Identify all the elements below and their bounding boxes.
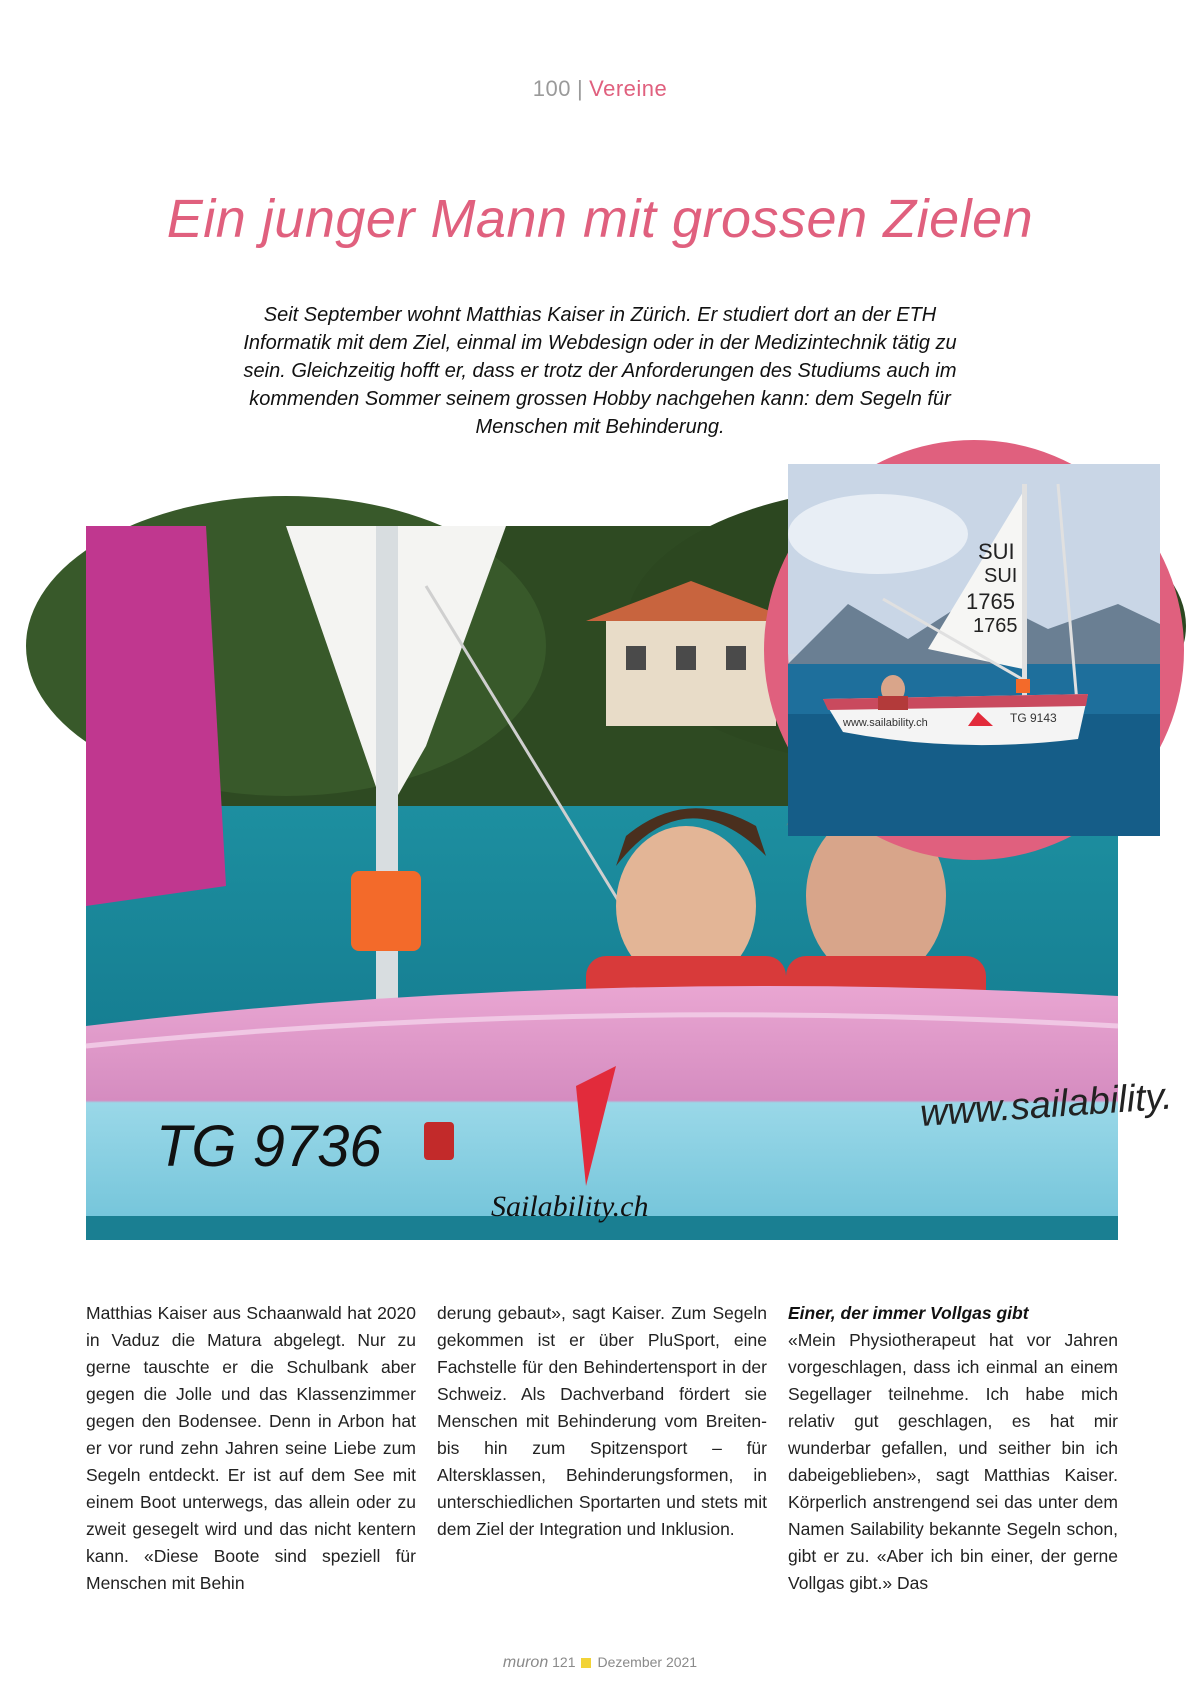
circle-photo (764, 440, 1184, 860)
magazine-name: muron (502, 1654, 549, 1671)
column-3-heading: Einer, der immer Vollgas gibt (788, 1303, 1029, 1323)
issue-date: Dezember 2021 (597, 1654, 698, 1670)
article-body (86, 1300, 1118, 1600)
header-separator: | (576, 76, 584, 101)
column-1-text: Matthias Kaiser aus Schaanwald hat 2020 in Vaduz die Matura abgelegt. Nur zu gerne tauschte er die Schulbank aber gegen die Jolle und das Klassenzimmer gegen den Bodensee. Denn in Arbon hat er vor rund zehn Jahren seine Liebe zum Segeln entdeckt. Er ist auf dem See mit einem Boot unterwegs, das allein oder zu zweit gesegelt wird und das nicht kentern kann. «Diese Boote sind speziell für Menschen mit Behin (86, 1303, 416, 1593)
column-3 (788, 1300, 1118, 1600)
page-header (0, 76, 1200, 102)
circle-photo-illustration (788, 464, 1160, 836)
sail-text-3: 1765 (966, 589, 1015, 614)
article-title: Ein junger Mann mit grossen Zielen (166, 189, 1034, 249)
page-number: 100 (532, 76, 571, 101)
column-2-text: derung gebaut», sagt Kaiser. Zum Segeln gekommen ist er über PluSport, eine Fachstelle für den Behindertensport in der Schweiz. Als Dachverband fördert sie Menschen mit Behinderung vom Breiten- bis hin zum Spitzensport – für Altersklassen, Behinderungsformen, in unterschiedlichen Sportarten und stets mit dem Ziel der Integration und Inklusion. (437, 1303, 767, 1539)
column-3-text: «Mein Physiotherapeut hat vor Jahren vorgeschlagen, dass ich einmal an einem Segellager teilnehme. Ich habe mich relativ gut geschlagen, es hat mir wunderbar gefallen, und seither bin ich dabeigeblieben», sagt Matthias Kaiser. Körperlich anstrengend sei das unter dem Namen Sailability bekannte Segeln schon, gibt er zu. «Aber ich bin einer, der gerne Vollgas gibt.» Das (788, 1330, 1118, 1593)
circle-boat-number: TG 9143 (1010, 711, 1057, 725)
sail-text-2: SUI (984, 565, 1018, 587)
column-2 (437, 1300, 767, 1600)
article-lead: Seit September wohnt Matthias Kaiser in Zürich. Er studiert dort an der ETH Informatik mit dem Ziel, einmal im Webdesign oder in der Medizintechnik tätig zu sein. Gleichzeitig hofft er, dass er trotz der Anforderungen des Studiums auch im kommenden Sommer seinem grossen Hobby nachgehen kann: dem Segeln für Menschen mit Behinderung. (243, 304, 957, 438)
sail-text-4: 1765 (973, 615, 1018, 637)
section-name: Vereine (589, 76, 668, 101)
circle-hull-text: www.sailability.ch (843, 717, 928, 729)
footer-square-icon (581, 1658, 591, 1668)
issue-number: 121 (552, 1654, 576, 1670)
column-1 (86, 1300, 416, 1600)
main-boat-number: TG 9736 (156, 1114, 382, 1179)
main-hull-text: www.sailability. (918, 1075, 1174, 1135)
sail-text-1: SUI (978, 539, 1015, 564)
circle-photo-image (788, 464, 1160, 836)
page-footer (0, 1654, 1200, 1672)
main-logo-text: Sailability.ch (491, 1190, 649, 1223)
